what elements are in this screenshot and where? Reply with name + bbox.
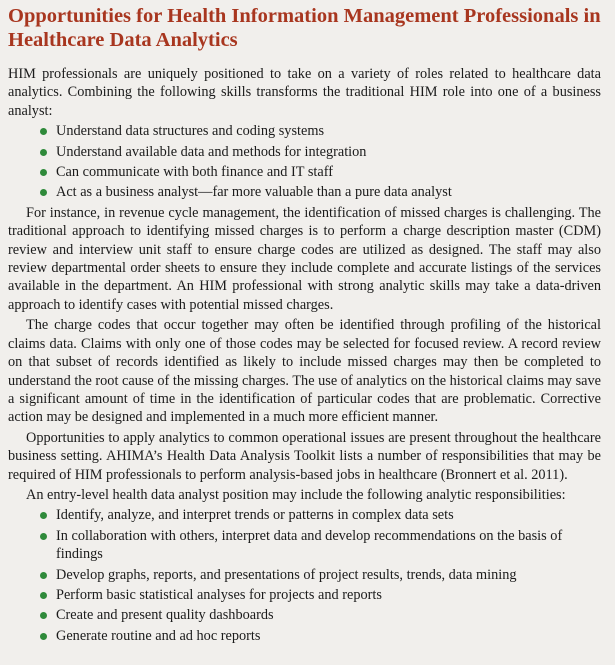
list-item [38, 506, 601, 524]
list-item-text: Develop graphs, reports, and presentations of project results, trends, data mining [56, 566, 517, 583]
bullet-icon [40, 128, 47, 135]
skills-list [8, 122, 601, 202]
list-item-text: Create and present quality dashboards [56, 607, 274, 624]
list-item [38, 122, 601, 140]
entry-level-paragraph: An entry-level health data analyst position may include the following analytic responsibilities: [26, 486, 566, 503]
bullet-icon [40, 572, 47, 579]
bullet-icon [40, 189, 47, 196]
list-item [38, 566, 601, 584]
list-item [38, 163, 601, 181]
list-item-text: Generate routine and ad hoc reports [56, 627, 261, 644]
responsibilities-list [8, 506, 601, 645]
list-item-text: Understand data structures and coding systems [56, 123, 325, 140]
list-item-text: Identify, analyze, and interpret trends or patterns in complex data sets [56, 507, 454, 524]
bullet-icon [40, 512, 47, 519]
list-item [38, 183, 601, 201]
section-heading [8, 4, 601, 52]
bullet-icon [40, 149, 47, 156]
list-item [38, 143, 601, 161]
bullet-icon [40, 533, 47, 540]
list-item [38, 586, 601, 604]
section-heading-line-2: Healthcare Data Analytics [8, 29, 238, 51]
list-item-text: Can communicate with both finance and IT staff [56, 164, 333, 181]
list-item [38, 606, 601, 624]
charge-codes-paragraph: The charge codes that occur together may often be identified through profiling of the historical claims data. Claims with only one of those codes may be selected for focused review. A record review on that subset of records identified as likely to include missed charges may then be completed to understand the root cause of the missing charges. The use of analytics on the historical claims may save a significant amount of time in the identification of particular codes that are problematic. Corrective action may be designed and implemented in a much more efficient manner. [8, 317, 601, 426]
opportunities-paragraph: Opportunities to apply analytics to common operational issues are present throughout the healthcare business setting. AHIMA’s Health Data Analysis Toolkit lists a number of responsibilities that may be required of HIM professionals to perform analysis-based jobs in healthcare (Bronnert et al. 2011). [8, 429, 601, 483]
list-item [38, 627, 601, 645]
bullet-icon [40, 612, 47, 619]
section-heading-line-1: Opportunities for Health Information Management Professionals in [8, 5, 601, 27]
intro-paragraph: HIM professionals are uniquely positioned to take on a variety of roles related to healthcare data analytics. Combining the following skills transforms the traditional HIM role into one of a business analyst: [8, 66, 601, 119]
list-item-text: Act as a business analyst—far more valuable than a pure data analyst [56, 184, 452, 201]
list-item-text: Perform basic statistical analyses for projects and reports [56, 586, 382, 603]
list-item-text: In collaboration with others, interpret data and develop recommendations on the basis of findings [56, 527, 563, 563]
list-item [38, 527, 601, 564]
bullet-icon [40, 633, 47, 640]
bullet-icon [40, 169, 47, 176]
revenue-cycle-paragraph: For instance, in revenue cycle management, the identification of missed charges is challenging. The traditional approach to identifying missed charges is to perform a charge description master (CDM) review and interview unit staff to ensure charge codes are utilized as designed. The staff may also review departmental order sheets to ensure they include complete and accurate listings of the services available in the department. An HIM professional with strong analytic skills may take a data-driven approach to identify cases with potential missed charges. [8, 204, 601, 313]
list-item-text: Understand available data and methods for integration [56, 143, 367, 160]
bullet-icon [40, 592, 47, 599]
